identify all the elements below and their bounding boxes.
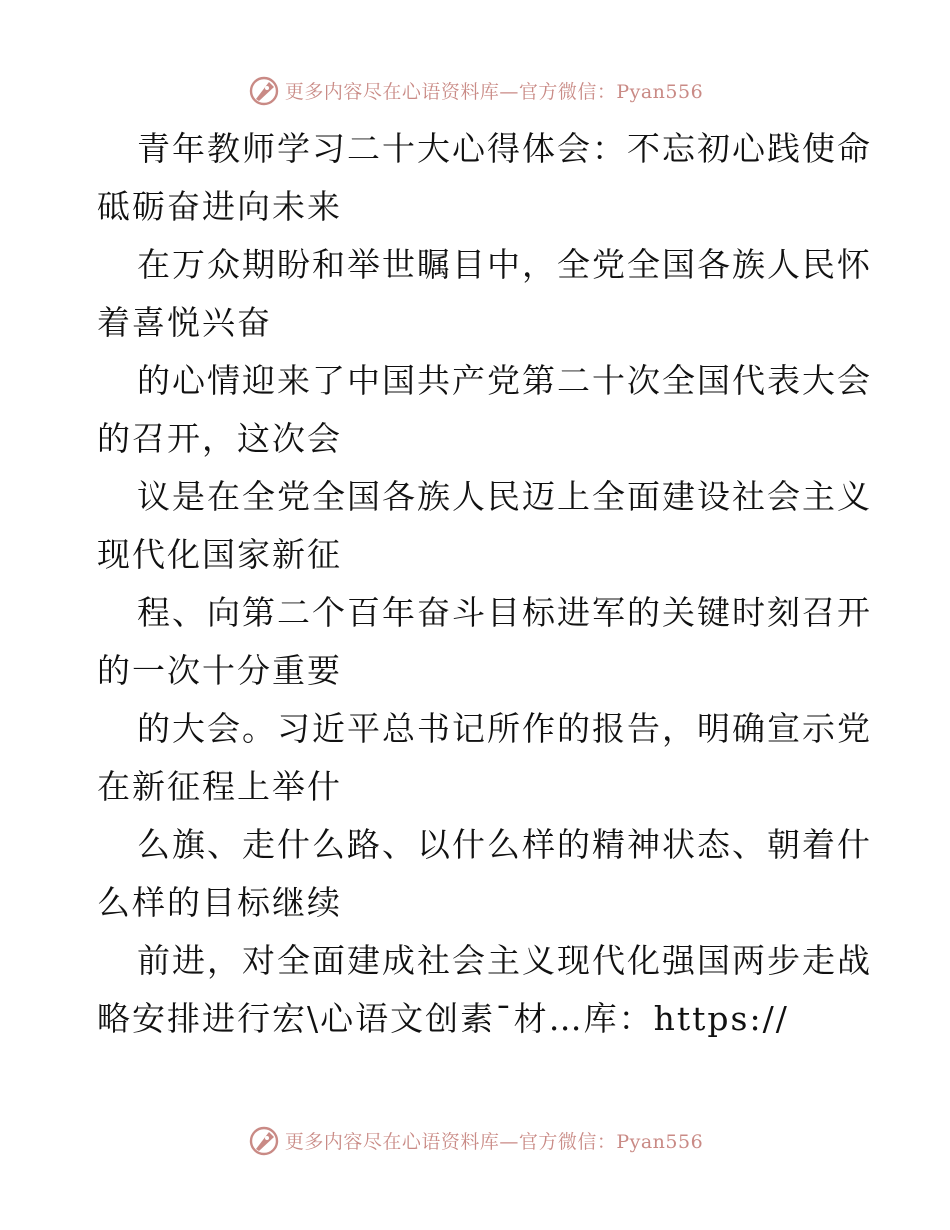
paragraph-line: 略安排进行宏\心语文创素¯材…库：https://	[97, 999, 789, 1038]
paragraph-line: 着喜悦兴奋	[97, 303, 272, 342]
footer-watermark	[0, 1120, 950, 1160]
footer-watermark-text: 更多内容尽在心语资料库—官方微信：Pyan556	[284, 1130, 704, 1153]
paragraph-line: 议是在全党全国各族人民迈上全面建设社会主义	[137, 477, 872, 516]
paragraph-line: 的心情迎来了中国共产党第二十次全国代表大会	[137, 361, 872, 400]
paragraph-line: 么旗、走什么路、以什么样的精神状态、朝着什	[137, 825, 872, 864]
title-line-2: 砥砺奋进向未来	[97, 187, 342, 226]
header-watermark-text: 更多内容尽在心语资料库—官方微信：Pyan556	[284, 80, 704, 103]
title-line-1: 青年教师学习二十大心得体会：不忘初心践使命	[137, 129, 872, 168]
paragraph-line: 现代化国家新征	[97, 535, 342, 574]
paragraph-line: 在万众期盼和举世瞩目中，全党全国各族人民怀	[137, 245, 872, 284]
paragraph-line: 程、向第二个百年奋斗目标进军的关键时刻召开	[137, 593, 872, 632]
document-body	[97, 120, 872, 1048]
header-watermark	[0, 70, 950, 110]
paragraph-line: 前进，对全面建成社会主义现代化强国两步走战	[137, 941, 872, 980]
paragraph-line: 在新征程上举什	[97, 767, 342, 806]
pen-nib-logo-icon	[247, 73, 281, 107]
paragraph-line: 的一次十分重要	[97, 651, 342, 690]
pen-nib-logo-icon	[247, 1123, 281, 1157]
paragraph-line: 的召开，这次会	[97, 419, 342, 458]
paragraph-line: 么样的目标继续	[97, 883, 342, 922]
paragraph-line: 的大会。习近平总书记所作的报告，明确宣示党	[137, 709, 872, 748]
